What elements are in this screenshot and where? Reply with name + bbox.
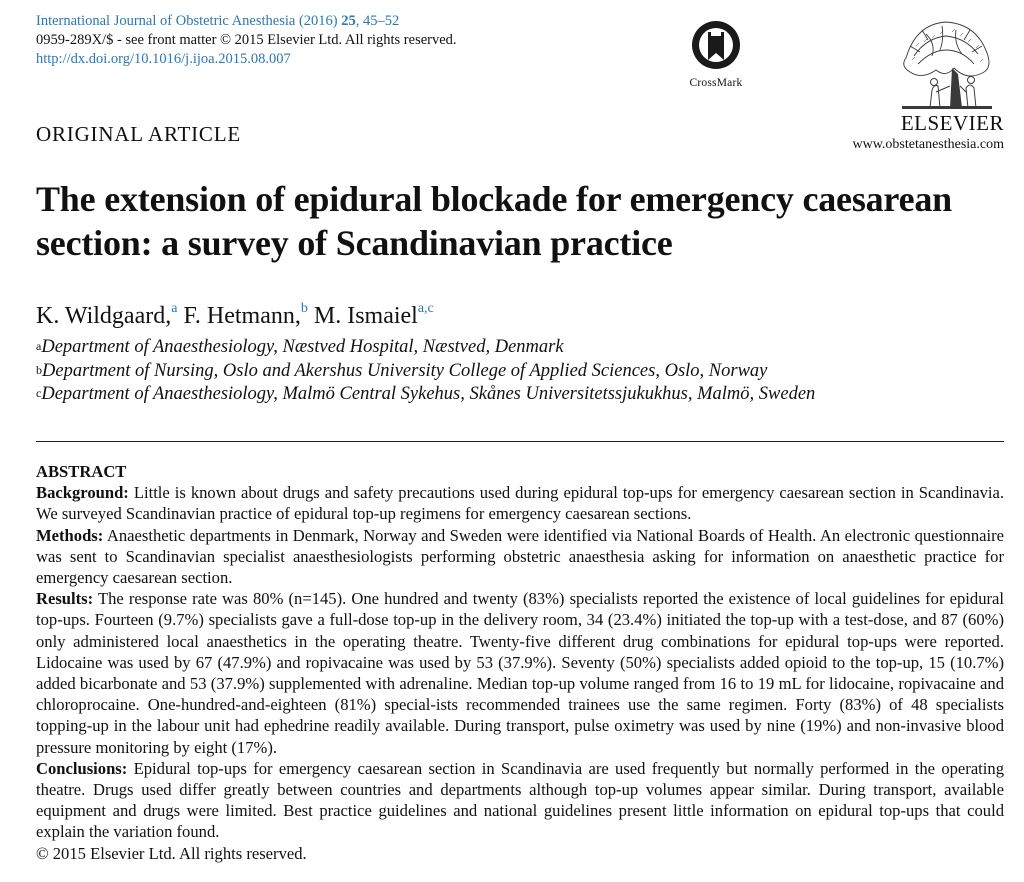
conclusions-label: Conclusions: <box>36 758 128 778</box>
section-divider <box>36 441 1004 442</box>
results-text: The response rate was 80% (n=145). One hundred and twenty (83%) specialists reported the existence of local guidelines for epidural top-ups. Fourteen (9.7%) specialists gave a full-dose top-up in the delivery room, 34 (23.4%) initiated the top-up with a test-dose, and 87 (60%) only administered local anaesthetics in the operating theatre. Twenty-five different drug combinations for epidural top-ups were reported. Lidocaine was used by 67 (47.9%) and ropivacaine was used by 53 (37.9%). Seventy (50%) specialists added opioid to the top-up, 15 (10.7%) added bicarbonate and 53 (37.9%) supplemented with adrenaline. Median top-up volume ranged from 16 to 19 mL for lidocaine, ropivacaine and chloroprocaine. One-hundred-and-eighteen (81%) special-ists recommended trainees use the same regimen. Forty (83%) of 48 specialists topping-up in the labour unit had ephedrine readily available. During transport, pulse oximetry was used by nine (19%) and non-invasive blood pressure monitoring by eight (17%). <box>36 589 1004 757</box>
abstract-heading: ABSTRACT <box>36 462 127 481</box>
publisher-block <box>852 16 1004 153</box>
affiliation-text: Department of Anaesthesiology, Malmö Central Sykehus, Skånes Universitetssjukukhus, Malmö, Sweden <box>41 384 816 404</box>
journal-header <box>36 12 457 69</box>
methods-text: Anaesthetic departments in Denmark, Norway and Sweden were identified via National Boards of Health. An electronic questionnaire was sent to Scandinavian specialist anaesthesiologists performing obstetric anaesthesia asking for information on anaesthetic practice for emergency caesarean section. <box>36 525 1004 588</box>
abstract-methods <box>36 525 1004 589</box>
elsevier-tree-logo-icon <box>896 16 996 114</box>
author-affiliation-marker[interactable]: b <box>300 301 308 316</box>
journal-website-link[interactable]: www.obstetanesthesia.com <box>852 137 1004 152</box>
affiliation-item <box>36 360 815 384</box>
journal-pages[interactable]: , 45–52 <box>355 13 400 29</box>
background-text: Little is known about drugs and safety precautions used during epidural top-ups for emergency caesarean section in Scandinavia. We surveyed Scandinavian practice of epidural top-up regimens for emergency caesarean sections. <box>36 483 1005 524</box>
author-name: M. Ismaiel <box>313 303 418 329</box>
crossmark-label: CrossMark <box>689 77 743 89</box>
background-label: Background: <box>36 483 129 503</box>
abstract-copyright: © 2015 Elsevier Ltd. All rights reserved. <box>36 843 307 863</box>
affiliation-item <box>36 383 815 407</box>
author-name: K. Wildgaard, <box>36 303 172 329</box>
publisher-name: ELSEVIER <box>900 111 1004 135</box>
affiliation-text: Department of Anaesthesiology, Næstved Hospital, Næstved, Denmark <box>41 337 564 357</box>
results-label: Results: <box>36 589 94 609</box>
author-affiliation-marker[interactable]: a <box>171 301 178 316</box>
affiliation-item <box>36 336 815 360</box>
abstract-results <box>36 588 1004 758</box>
journal-name-link[interactable]: International Journal of Obstetric Anesthesia (2016) <box>36 13 338 29</box>
journal-citation[interactable] <box>36 12 457 31</box>
abstract-background <box>36 482 1004 524</box>
author-list <box>36 303 434 330</box>
methods-label: Methods: <box>36 525 104 545</box>
abstract-conclusions <box>36 758 1004 843</box>
issn-line: 0959-289X/$ - see front matter © 2015 Elsevier Ltd. All rights reserved. <box>36 32 457 48</box>
author-affiliation-marker[interactable]: a,c <box>417 301 434 316</box>
article-title: The extension of epidural blockade for emergency caesarean section: a survey of Scandinavian practice <box>36 179 952 263</box>
abstract-section <box>36 461 1004 864</box>
article-type: ORIGINAL ARTICLE <box>36 122 241 146</box>
author-name: F. Hetmann, <box>183 303 301 329</box>
affiliation-text: Department of Nursing, Oslo and Akershus University College of Applied Sciences, Oslo, Norway <box>42 360 768 381</box>
crossmark-badge[interactable] <box>684 20 748 89</box>
crossmark-icon <box>691 20 741 70</box>
affiliation-key: a <box>36 339 42 353</box>
doi-link[interactable]: http://dx.doi.org/10.1016/j.ijoa.2015.08.007 <box>36 51 291 67</box>
journal-volume[interactable]: 25 <box>341 13 356 29</box>
affiliation-list <box>36 336 815 407</box>
affiliation-key: b <box>36 362 42 377</box>
affiliation-key: c <box>36 386 42 400</box>
conclusions-text: Epidural top-ups for emergency caesarean section in Scandinavia are used frequently but normally performed in the operating theatre. Drugs used differ greatly between countries and departments although top-up volumes appear similar. During transport, available equipment and drugs were limited. Best practice guidelines and national guidelines present little information on epidural top-ups that could explain the variation found. <box>36 758 1004 842</box>
